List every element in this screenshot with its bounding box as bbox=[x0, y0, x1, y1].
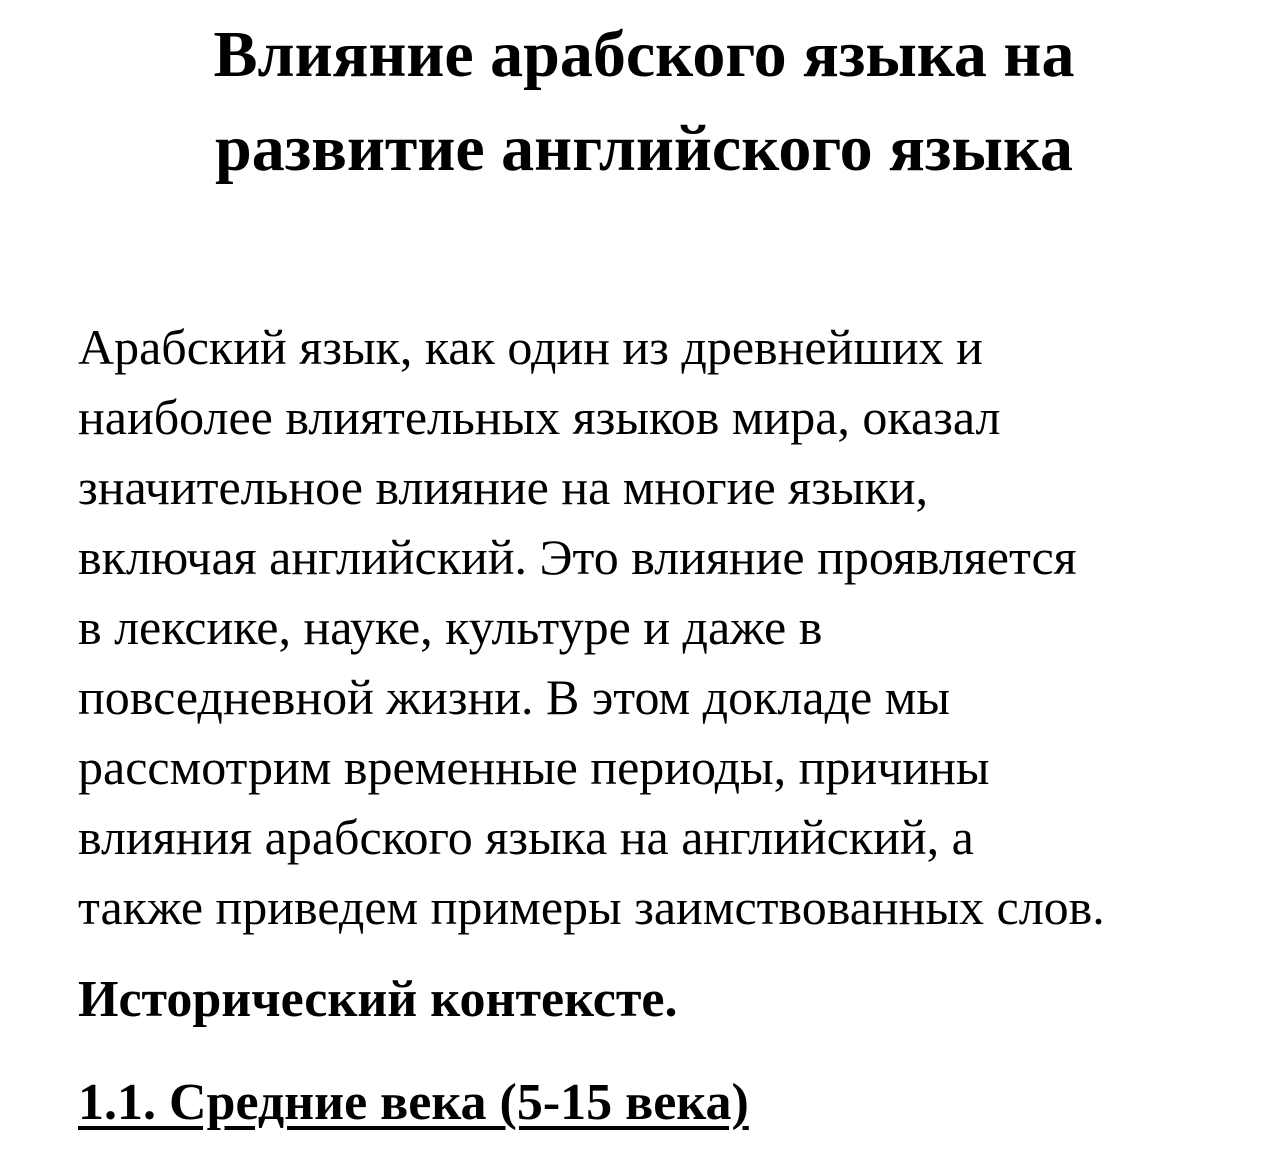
paragraph-line: влияния арабского языка на английский, а bbox=[78, 809, 974, 865]
paragraph-line: также приведем примеры заимствованных слов. bbox=[78, 879, 1105, 935]
paragraph-line: значительное влияние на многие языки, bbox=[78, 459, 929, 515]
paragraph-line: Арабский язык, как один из древнейших и bbox=[78, 319, 983, 375]
subsection-heading-middle-ages: 1.1. Средние века (5-15 века) bbox=[78, 1074, 749, 1131]
document-title-line-1: Влияние арабского языка на bbox=[213, 18, 1075, 91]
paragraph-line: включая английский. Это влияние проявляется bbox=[78, 529, 1077, 585]
paragraph-line: рассмотрим временные периоды, причины bbox=[78, 739, 990, 795]
paragraph-line: повседневной жизни. В этом докладе мы bbox=[78, 669, 950, 725]
document-title bbox=[78, 8, 1210, 196]
section-heading-historical-context: Исторический контексте. bbox=[78, 971, 678, 1028]
document-title-line-2: развитие английского языка bbox=[215, 112, 1073, 185]
paragraph-line: в лексике, науке, культуре и даже в bbox=[78, 599, 823, 655]
intro-paragraph bbox=[78, 312, 1210, 942]
paragraph-line: наиболее влиятельных языков мира, оказал bbox=[78, 389, 1001, 445]
